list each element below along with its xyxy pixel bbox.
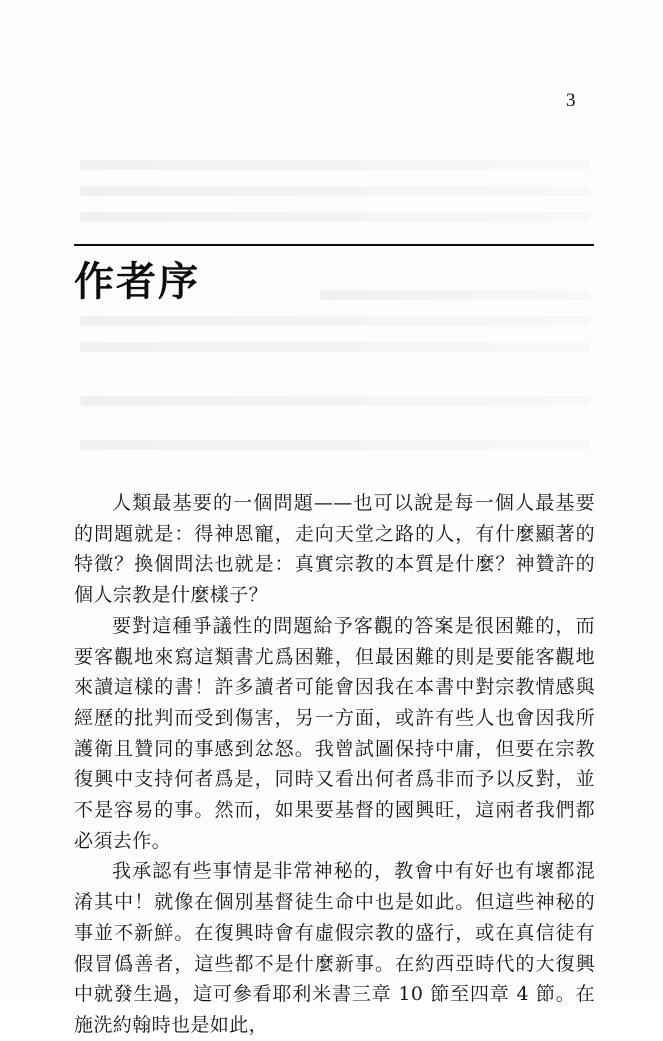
bleed-through xyxy=(80,396,590,406)
paragraph: 我承認有些事情是非常神秘的，教會中有好也有壞都混淆其中！就像在個別基督徒生命中也是如此。但這些神秘的事並不新鮮。在復興時會有虛假宗教的盛行，或在真信徒有假冒僞善者，這些都不是什麼新事。在約西亞時代的大復興中就發生過，這可參看耶利米書三章 10 節至四章 4 節。在施洗約翰時也是如此， xyxy=(74,860,595,1036)
bleed-through xyxy=(80,160,590,170)
chapter-title: 作者序 xyxy=(74,259,200,305)
paragraph: 人類最基要的一個問題——也可以說是每一個人最基要的問題就是：得神恩寵，走向天堂之路的人，有什麼顯著的特徵？換個問法也就是：真實宗教的本質是什麼？神贊許的個人宗教是什麼樣子？ xyxy=(74,492,595,607)
paragraph: 要對這種爭議性的問題給予客觀的答案是很困難的，而要客觀地來寫這類書尤爲困難，但最困難的則是要能客觀地來讀這樣的書！許多讀者可能會因我在本書中對宗教情感與經歷的批判而受到傷害，另一方面，或許有些人也會因我所護衛且贊同的事感到忿怒。我曾試圖保持中庸，但要在宗教復興中支持何者爲是，同時又看出何者爲非而予以反對，並不是容易的事。然而，如果要基督的國興旺，這兩者我們都必須去作。 xyxy=(74,614,595,852)
body-text xyxy=(74,488,595,1041)
page-number: 3 xyxy=(566,90,576,111)
bleed-through xyxy=(80,212,590,222)
bleed-through xyxy=(320,290,590,300)
bleed-through xyxy=(80,186,590,196)
title-rule xyxy=(74,244,594,246)
bleed-through xyxy=(80,440,590,450)
bleed-through xyxy=(80,342,590,352)
bleed-through xyxy=(80,316,590,326)
